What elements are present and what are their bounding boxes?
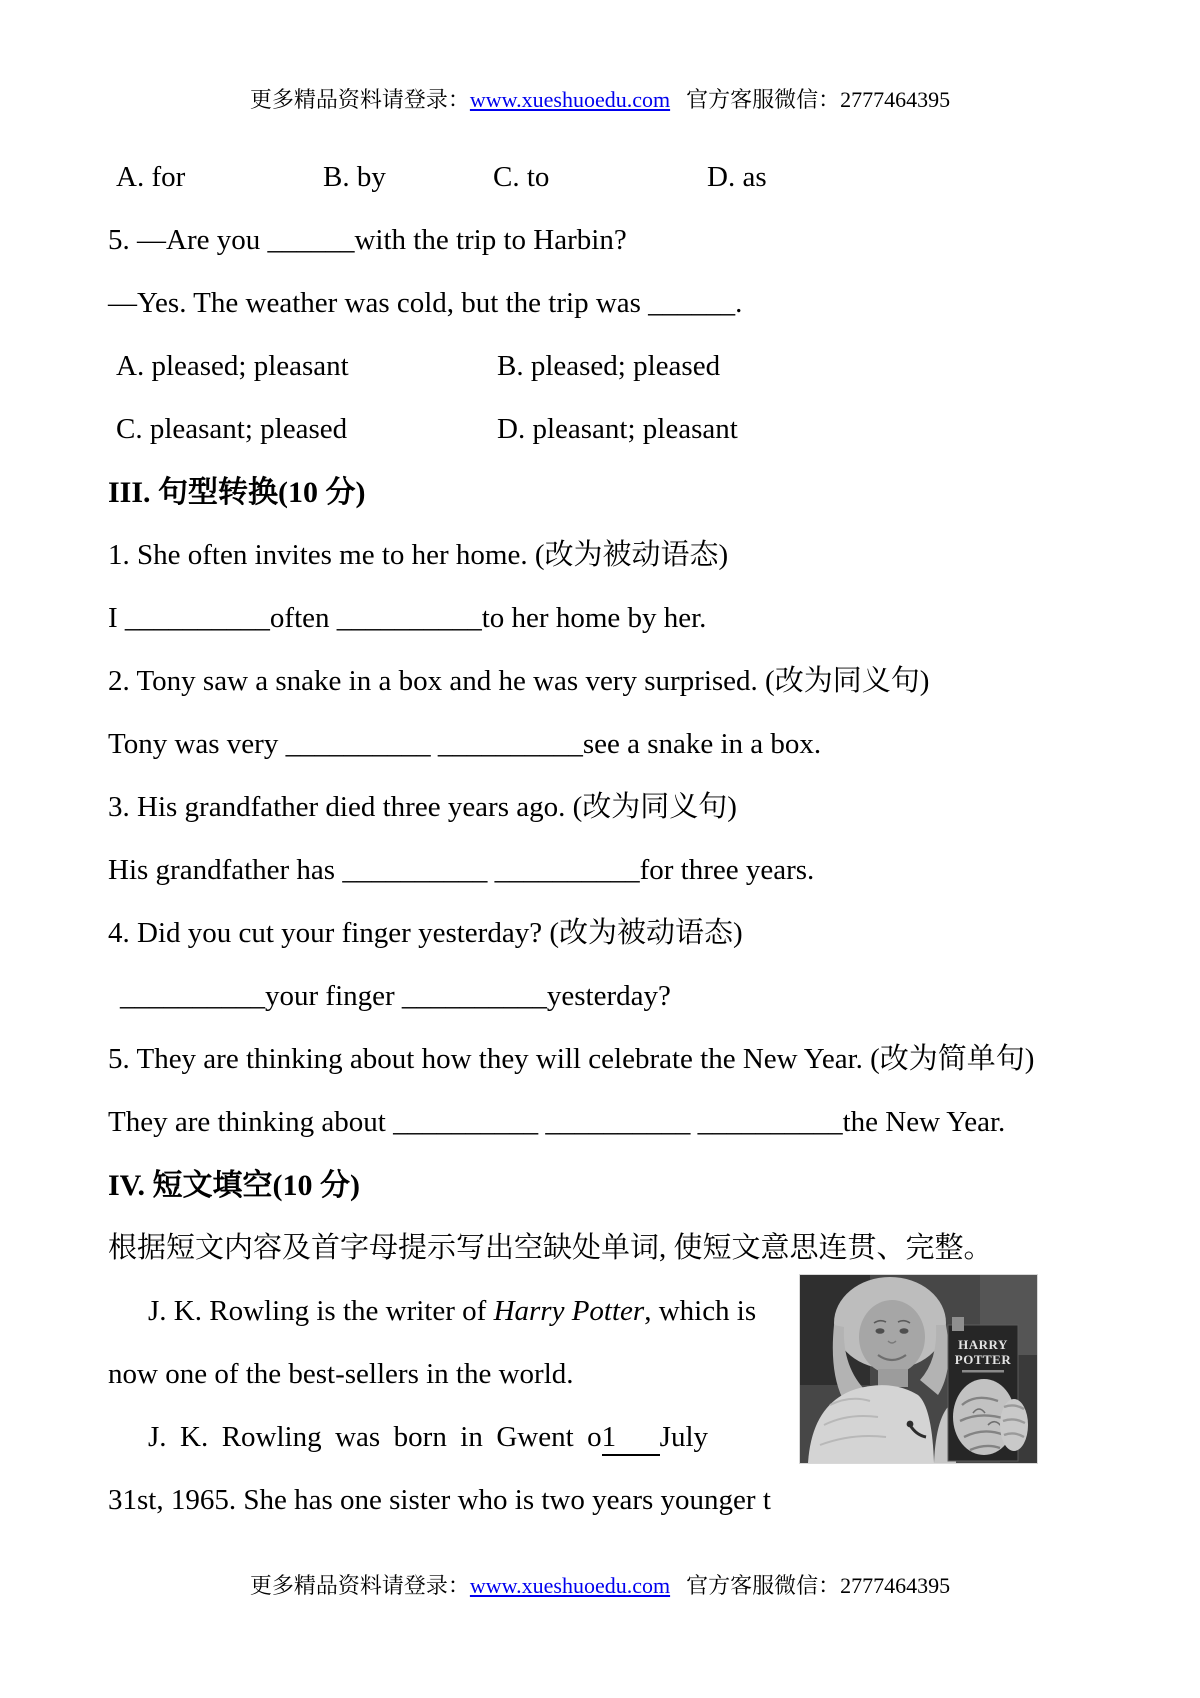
rowling-photo-artwork bbox=[800, 1275, 1037, 1463]
footer-promo-prefix: 更多精品资料请登录： bbox=[249, 1573, 470, 1598]
s3-item1-question: 1. She often invites me to her home. (改为被动语态) bbox=[108, 539, 729, 571]
mc-q5-option-a: A. pleased; pleasant bbox=[116, 350, 349, 382]
passage-line-4: 31st, 1965. She has one sister who is two years younger t bbox=[108, 1484, 771, 1516]
s3-item5-answer-line: They are thinking about __________ __________ __________the New Year. bbox=[108, 1106, 1006, 1138]
mc-q5-option-c: C. pleasant; pleased bbox=[116, 413, 348, 445]
mc-q5-question-line2: —Yes. The weather was cold, but the trip was ______. bbox=[108, 287, 743, 319]
s3-item4-question: 4. Did you cut your finger yesterday? (改为被动语态) bbox=[108, 917, 743, 949]
passage-line1-pre: J. K. Rowling is the writer of bbox=[148, 1295, 494, 1327]
s3-item5-question: 5. They are thinking about how they will celebrate the New Year. (改为简单句) bbox=[108, 1043, 1035, 1075]
cloze-blank-1: 1 bbox=[602, 1422, 660, 1456]
s3-item4-answer-line: __________your finger __________yesterday? bbox=[120, 980, 671, 1012]
header-promo-prefix: 更多精品资料请登录： bbox=[249, 87, 470, 112]
header-promo bbox=[0, 87, 1200, 113]
section-4-instruction: 根据短文内容及首字母提示写出空缺处单词, 使短文意思连贯、完整。 bbox=[108, 1232, 993, 1264]
mc-q4-options-row bbox=[116, 146, 1094, 209]
mc-q5-options-row-ab bbox=[116, 335, 1094, 398]
mc-q4-option-c: C. to bbox=[493, 161, 550, 193]
mc-q5-option-d: D. pleasant; pleasant bbox=[497, 413, 738, 445]
header-promo-link[interactable]: www.xueshuoedu.com bbox=[469, 87, 671, 112]
s3-item3-answer-line: His grandfather has __________ __________for three years. bbox=[108, 854, 815, 886]
mc-q4-option-b: B. by bbox=[323, 161, 386, 193]
mc-q5-option-b: B. pleased; pleased bbox=[497, 350, 721, 382]
passage-line-3 bbox=[108, 1406, 708, 1469]
footer-promo-suffix: 官方客服微信：2777464395 bbox=[686, 1573, 951, 1598]
section-3-heading: III. 句型转换(10 分) bbox=[108, 476, 366, 509]
passage-book-title: Harry Potter bbox=[493, 1295, 645, 1327]
passage-line1-post: , which is bbox=[644, 1295, 757, 1327]
mc-q5-options-row-cd bbox=[116, 398, 1094, 461]
s3-item3-question: 3. His grandfather died three years ago. (改为同义句) bbox=[108, 791, 737, 823]
section-4-heading: IV. 短文填空(10 分) bbox=[108, 1169, 360, 1202]
footer-promo-link[interactable]: www.xueshuoedu.com bbox=[469, 1573, 671, 1598]
header-promo-suffix: 官方客服微信：2777464395 bbox=[686, 87, 951, 112]
passage-line3-pre: J. K. Rowling was born in Gwent o bbox=[148, 1421, 602, 1453]
mc-q4-option-d: D. as bbox=[707, 161, 767, 193]
s3-item2-question: 2. Tony saw a snake in a box and he was very surprised. (改为同义句) bbox=[108, 665, 930, 697]
mc-q4-option-a: A. for bbox=[116, 161, 186, 193]
passage-line-2: now one of the best-sellers in the world. bbox=[108, 1358, 574, 1390]
passage-line3-post: July bbox=[659, 1421, 708, 1453]
book-title-line2: POTTER bbox=[954, 1352, 1012, 1367]
rowling-photo bbox=[800, 1275, 1037, 1463]
harry-potter-book bbox=[948, 1317, 1028, 1461]
book-title-line1: HARRY bbox=[958, 1337, 1008, 1352]
footer-promo bbox=[0, 1573, 1200, 1599]
s3-item2-answer-line: Tony was very __________ __________see a snake in a box. bbox=[108, 728, 822, 760]
mc-q5-question-line1: 5. —Are you ______with the trip to Harbin? bbox=[108, 224, 627, 256]
s3-item1-answer-line: I __________often __________to her home by her. bbox=[108, 602, 707, 634]
